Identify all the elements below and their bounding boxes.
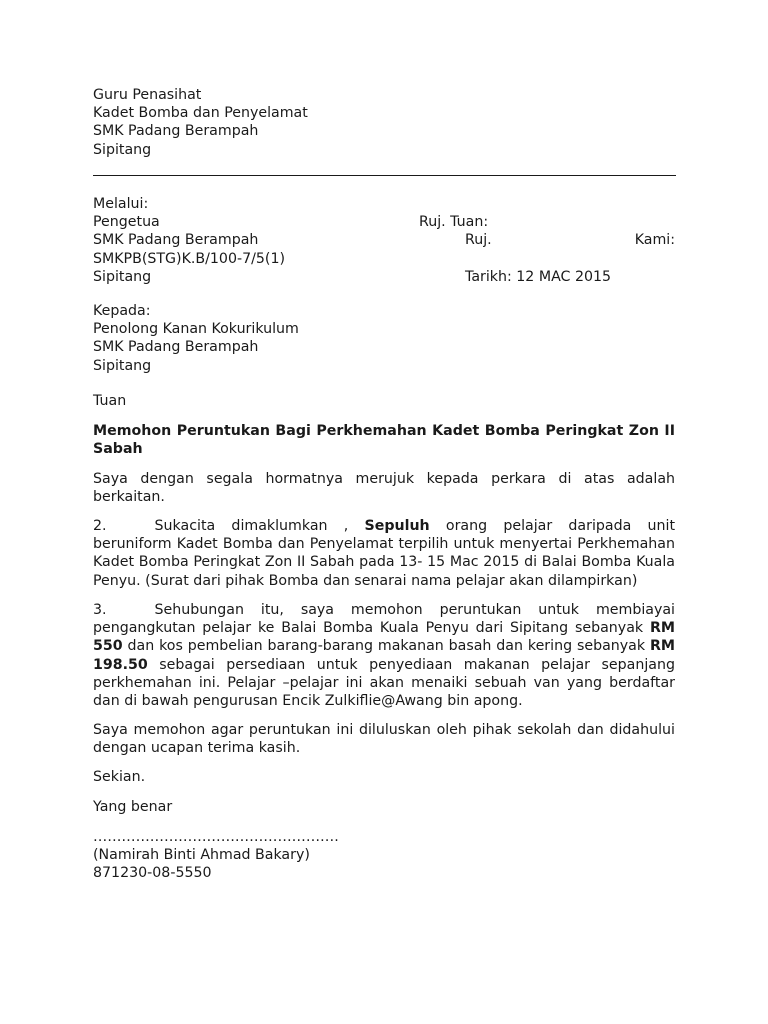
- paragraph-2-text-a: Sukacita dimaklumkan ,: [154, 518, 365, 534]
- sender-block: [93, 86, 675, 159]
- paragraph-4: Saya memohon agar peruntukan ini diluluskan oleh pihak sekolah dan didahului dengan ucapan terima kasih.: [93, 722, 675, 757]
- signature-dots: …………………………………………….: [93, 829, 339, 845]
- paragraph-2: [93, 517, 675, 590]
- signature-block: [93, 828, 675, 883]
- paragraph-2-bold: Sepuluh: [364, 518, 430, 534]
- recipient-label: Kepada:: [93, 303, 151, 319]
- paragraph-1: Saya dengan segala hormatnya merujuk kepada perkara di atas adalah berkaitan.: [93, 471, 675, 506]
- paragraph-3: [93, 601, 675, 710]
- closing-yang-benar: Yang benar: [93, 799, 173, 815]
- sender-line-2: Kadet Bomba dan Penyelamat: [93, 105, 308, 122]
- tarikh: Tarikh: 12 MAC 2015: [465, 268, 612, 285]
- sender-line-4: Sipitang: [93, 141, 152, 158]
- recipient-line-1: Penolong Kanan Kokurikulum: [93, 321, 299, 338]
- paragraph-3-text-b: dan kos pembelian barang-barang makanan basah dan kering sebanyak: [122, 638, 650, 655]
- paragraph-2-number: 2.: [93, 518, 107, 534]
- via-line-2: SMK Padang Berampah: [93, 232, 259, 249]
- subject-line: Memohon Peruntukan Bagi Perkhemahan Kadet Bomba Peringkat Zon II Sabah: [93, 423, 675, 458]
- ruj-kami-label-b: Kami:: [634, 232, 675, 249]
- sender-line-1: Guru Penasihat: [93, 87, 202, 103]
- closing-sekian: Sekian.: [93, 769, 146, 785]
- paragraph-2-text-b: orang pelajar daripada unit beruniform Kadet Bomba dan Penyelamat terpilih untuk menyertai Perkhemahan Kadet Bomba Peringkat Zon II Sabah pada 13- 15 Mac 2015 di Balai Bomba Kuala Penyu. (Surat dari pihak Bomba dan senarai nama pelajar akan dilampirkan): [93, 518, 676, 589]
- paragraph-3-number: 3.: [93, 602, 107, 618]
- recipient-line-2: SMK Padang Berampah: [93, 339, 259, 356]
- via-line-4: Sipitang: [93, 268, 152, 285]
- signer-name: (Namirah Binti Ahmad Bakary): [93, 847, 310, 864]
- via-line-3: SMKPB(STG)K.B/100-7/5(1): [93, 250, 286, 267]
- via-line-1: Pengetua: [93, 214, 160, 231]
- via-block: [93, 195, 675, 286]
- ruj-tuan: Ruj. Tuan:: [419, 214, 489, 231]
- ruj-kami-label-a: Ruj.: [465, 232, 492, 249]
- recipient-line-3: Sipitang: [93, 357, 152, 374]
- salutation: Tuan: [93, 393, 127, 409]
- signer-ic-number: 871230-08-5550: [93, 865, 212, 882]
- paragraph-3-amount-1: RM 550: [93, 620, 675, 655]
- header-divider: [93, 175, 676, 176]
- via-label: Melalui:: [93, 196, 149, 212]
- sender-line-3: SMK Padang Berampah: [93, 123, 259, 140]
- paragraph-3-text-a: Sehubungan itu, saya memohon peruntukan untuk membiayai pengangkutan pelajar ke Balai Bomba Kuala Penyu dari Sipitang sebanyak: [93, 602, 675, 637]
- paragraph-3-amount-2: RM 198.50: [93, 638, 675, 673]
- paragraph-3-text-c: sebagai persediaan untuk penyediaan makanan pelajar sepanjang perkhemahan ini. Pelajar –pelajar ini akan menaiki sebuah van yang berdaftar dan di bawah pengurusan Encik Zulkiflie@Awang bin apong.: [93, 656, 675, 710]
- recipient-block: [93, 302, 675, 375]
